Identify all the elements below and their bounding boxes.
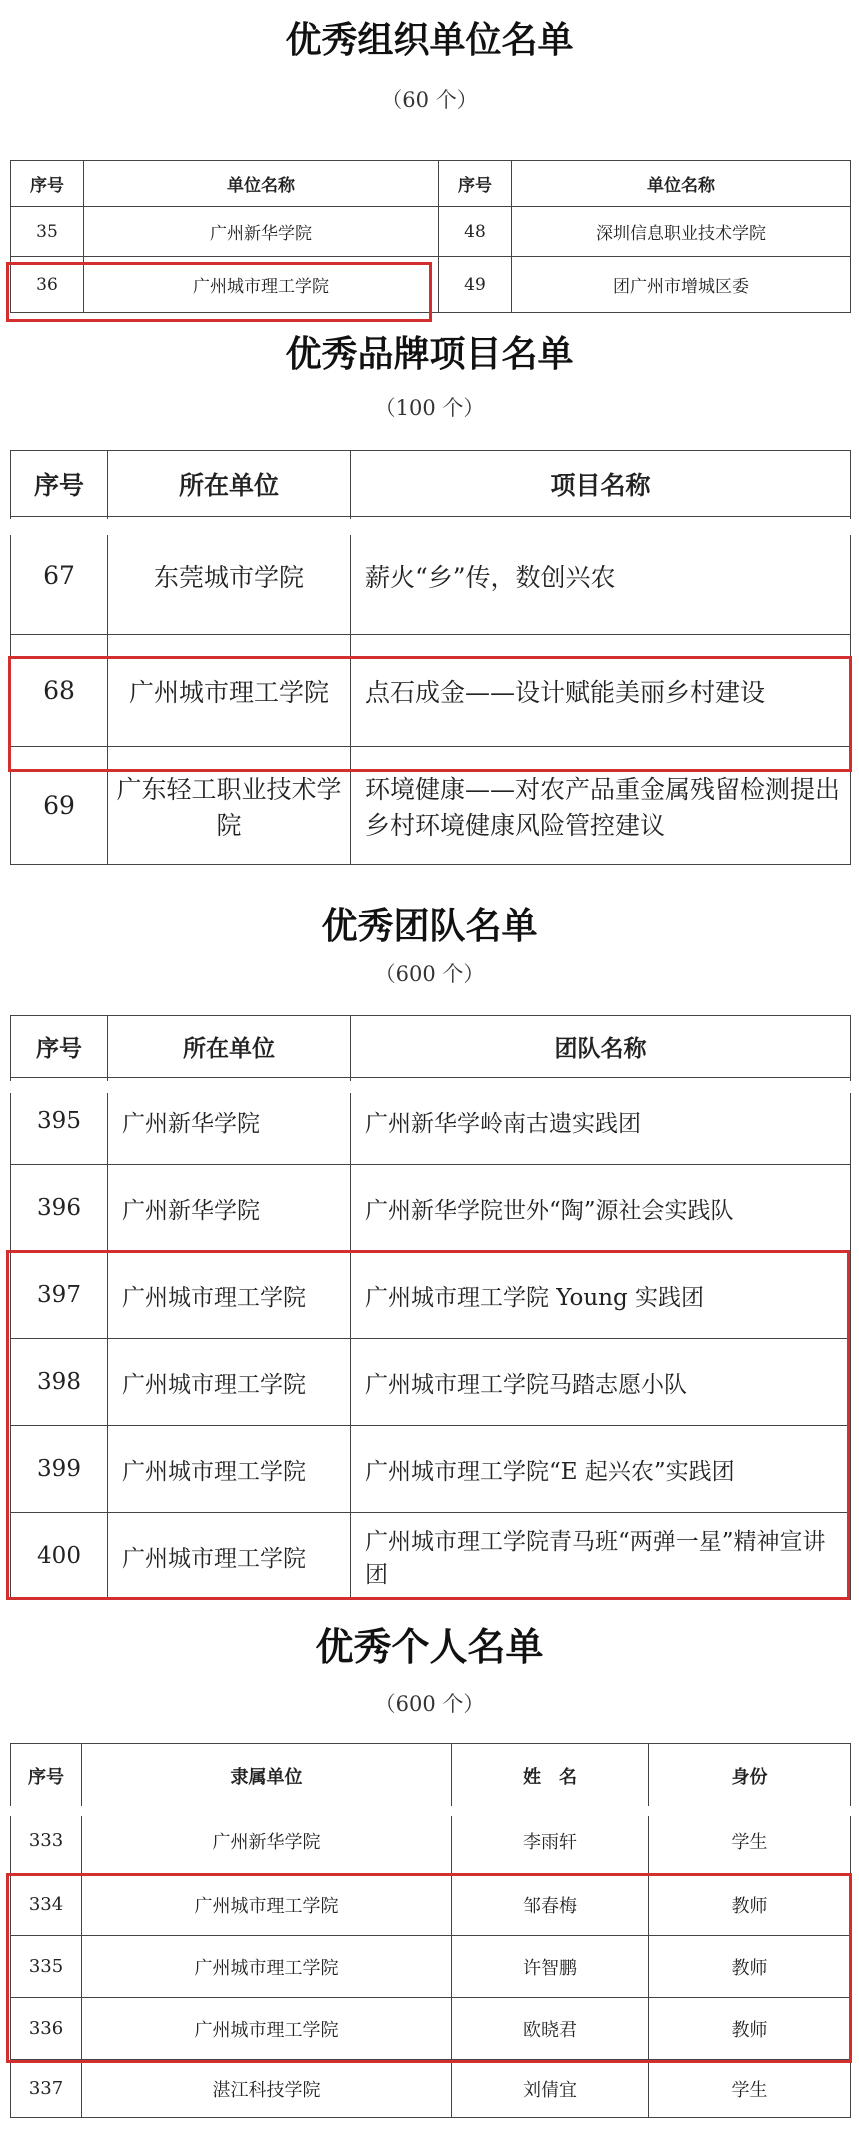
- table-cell: 336: [11, 1998, 82, 2060]
- table-cell: 333: [11, 1808, 82, 1874]
- table-row: [11, 1998, 851, 2060]
- table-cell: 刘倩宜: [452, 2060, 649, 2118]
- table-cell: 68: [11, 635, 108, 747]
- table-cell: 36: [11, 257, 84, 313]
- section-title-organizations: 优秀组织单位名单: [285, 19, 574, 61]
- table-cell: 学生: [649, 2060, 851, 2118]
- table-cell: 教师: [649, 1936, 851, 1998]
- header-cell: 所在单位: [108, 451, 351, 517]
- header-cell: 序号: [11, 1744, 82, 1808]
- table-row: [11, 2060, 851, 2118]
- table-cell: 广州城市理工学院: [108, 1339, 351, 1426]
- header-cell: 所在单位: [108, 1016, 351, 1078]
- table-cell: 广州新华学岭南古遗实践团: [351, 1078, 851, 1165]
- section-count-brand-projects: （100 个）: [374, 396, 485, 420]
- table-cell: 广州新华学院: [108, 1078, 351, 1165]
- header-cell: 单位名称: [512, 161, 851, 207]
- table-cell: 广州城市理工学院马踏志愿小队: [351, 1339, 851, 1426]
- table-cell: 337: [11, 2060, 82, 2118]
- table-cell: 335: [11, 1936, 82, 1998]
- table-row: [11, 635, 851, 747]
- table-cell: 广州新华学院: [108, 1165, 351, 1252]
- teams-table: [10, 1015, 851, 1600]
- header-cell: 身份: [649, 1744, 851, 1808]
- header-cell: 姓 名: [452, 1744, 649, 1808]
- table-cell: 深圳信息职业技术学院: [512, 207, 851, 257]
- header-cell: 序号: [439, 161, 512, 207]
- table-cell: 395: [11, 1078, 108, 1165]
- table-cell: 35: [11, 207, 84, 257]
- header-cell: 序号: [11, 451, 108, 517]
- table-cell: 69: [11, 747, 108, 865]
- brand-projects-table: [10, 450, 851, 865]
- table-row: [11, 207, 851, 257]
- table-break: [0, 1806, 859, 1816]
- table-cell: 400: [11, 1513, 108, 1600]
- table-break: [0, 1081, 859, 1093]
- table-cell: 点石成金——设计赋能美丽乡村建设: [351, 635, 851, 747]
- table-cell: 欧晓君: [452, 1998, 649, 2060]
- organizations-table: [10, 160, 851, 313]
- table-cell: 环境健康——对农产品重金属残留检测提出乡村环境健康风险管控建议: [351, 747, 851, 865]
- table-break: [0, 519, 859, 535]
- table-cell: 399: [11, 1426, 108, 1513]
- section-title-individuals: 优秀个人名单: [315, 1624, 544, 1669]
- table-row: [11, 257, 851, 313]
- table-row: [11, 1165, 851, 1252]
- table-cell: 湛江科技学院: [82, 2060, 452, 2118]
- table-cell: 广州新华学院: [84, 207, 439, 257]
- section-count-organizations: （60 个）: [381, 88, 478, 112]
- individuals-table: [10, 1743, 851, 2118]
- table-cell: 67: [11, 517, 108, 635]
- table-cell: 教师: [649, 1998, 851, 2060]
- table-cell: 许智鹏: [452, 1936, 649, 1998]
- table-cell: 李雨轩: [452, 1808, 649, 1874]
- section-count-individuals: （600 个）: [374, 1692, 485, 1716]
- section-count-teams: （600 个）: [374, 962, 485, 986]
- table-row: [11, 1426, 851, 1513]
- header-cell: 项目名称: [351, 451, 851, 517]
- table-cell: 东莞城市学院: [108, 517, 351, 635]
- table-cell: 广州城市理工学院: [82, 1936, 452, 1998]
- table-row: [11, 1936, 851, 1998]
- header-cell: 隶属单位: [82, 1744, 452, 1808]
- table-cell: 团广州市增城区委: [512, 257, 851, 313]
- table-cell: 398: [11, 1339, 108, 1426]
- table-cell: 教师: [649, 1874, 851, 1936]
- table-cell: 334: [11, 1874, 82, 1936]
- table-cell: 397: [11, 1252, 108, 1339]
- table-row: [11, 1874, 851, 1936]
- table-cell: 广州城市理工学院 Young 实践团: [351, 1252, 851, 1339]
- header-cell: 团队名称: [351, 1016, 851, 1078]
- table-cell: 学生: [649, 1808, 851, 1874]
- table-cell: 广州城市理工学院: [82, 1998, 452, 2060]
- table-cell: 48: [439, 207, 512, 257]
- table-cell: 广州城市理工学院青马班“两弹一星”精神宣讲团: [351, 1513, 851, 1600]
- table-cell: 广州新华学院世外“陶”源社会实践队: [351, 1165, 851, 1252]
- table-row: [11, 1513, 851, 1600]
- table-cell: 广州城市理工学院: [108, 1252, 351, 1339]
- table-header-row: [11, 1744, 851, 1808]
- table-cell: 广州城市理工学院: [84, 257, 439, 313]
- header-cell: 序号: [11, 1016, 108, 1078]
- table-cell: 广州新华学院: [82, 1808, 452, 1874]
- table-row: [11, 1808, 851, 1874]
- table-cell: 广州城市理工学院: [108, 635, 351, 747]
- table-cell: 广州城市理工学院: [108, 1426, 351, 1513]
- table-cell: 广州城市理工学院: [108, 1513, 351, 1600]
- table-cell: 49: [439, 257, 512, 313]
- table-header-row: [11, 161, 851, 207]
- table-cell: 邹春梅: [452, 1874, 649, 1936]
- table-header-row: [11, 1016, 851, 1078]
- table-cell: 广东轻工职业技术学院: [108, 747, 351, 865]
- table-row: [11, 1339, 851, 1426]
- section-title-brand-projects: 优秀品牌项目名单: [285, 333, 574, 375]
- table-cell: 广州城市理工学院“E 起兴农”实践团: [351, 1426, 851, 1513]
- table-cell: 薪火“乡”传，数创兴农: [351, 517, 851, 635]
- table-cell: 396: [11, 1165, 108, 1252]
- section-title-teams: 优秀团队名单: [321, 905, 538, 947]
- header-cell: 单位名称: [84, 161, 439, 207]
- table-header-row: [11, 451, 851, 517]
- table-cell: 广州城市理工学院: [82, 1874, 452, 1936]
- header-cell: 序号: [11, 161, 84, 207]
- table-row: [11, 1252, 851, 1339]
- table-row: [11, 747, 851, 865]
